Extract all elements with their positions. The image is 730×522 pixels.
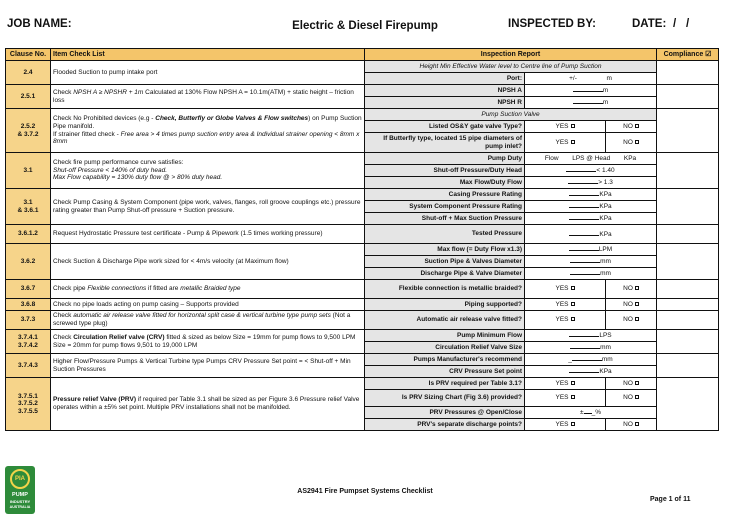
check-item <box>51 153 365 189</box>
answer-value: < 1.40 <box>596 167 615 175</box>
clause-number: 3.6.2 <box>6 244 51 280</box>
no-option[interactable] <box>606 419 657 431</box>
clause-number: 3.1 & 3.6.1 <box>6 189 51 225</box>
yes-option[interactable] <box>525 419 606 431</box>
yes-option[interactable] <box>525 133 606 153</box>
report-question: Max flow (= Duty Flow x1.3) <box>365 244 525 256</box>
clause-number: 3.1 <box>6 153 51 189</box>
date-label: DATE: <box>632 18 667 30</box>
no-label: NO <box>623 394 633 402</box>
answer-unit: mm <box>601 356 613 364</box>
check-item <box>51 109 365 153</box>
item-text: metallic Braided type <box>180 285 241 293</box>
report-answer[interactable] <box>525 213 657 225</box>
compliance-cell[interactable] <box>657 244 719 280</box>
yes-label: YES <box>555 285 569 293</box>
no-option[interactable] <box>606 311 657 330</box>
report-question: Is PRV Sizing Chart (Fig 3.6) provided? <box>365 390 525 407</box>
checkbox-icon[interactable] <box>571 395 575 399</box>
answer-unit: KPa <box>599 203 612 211</box>
report-question: Circulation Relief Valve Size <box>365 342 525 354</box>
report-question: NPSH A <box>365 85 525 97</box>
inspected-by-label: INSPECTED BY: <box>508 18 596 30</box>
no-option[interactable] <box>606 121 657 133</box>
report-question: Flexible connection is metallic braided? <box>365 280 525 299</box>
logo-text: PUMP <box>12 492 28 498</box>
compliance-cell[interactable] <box>657 153 719 189</box>
answer-unit: m <box>606 74 612 82</box>
report-answer[interactable] <box>525 366 657 378</box>
item-text: Circulation Relief valve (CRV) <box>73 333 165 341</box>
table-row <box>6 225 719 244</box>
compliance-cell[interactable] <box>657 311 719 330</box>
report-question: Suction Pipe & Valves Diameter <box>365 256 525 268</box>
item-text: if required per Table 3.1 shall be sized as per Figure 3.6 Pressure relief Valve operates within a ±5% set point. Multiple PRV installations shall not be manifolded. <box>53 396 360 411</box>
checkbox-icon[interactable] <box>571 422 575 426</box>
compliance-cell[interactable] <box>657 225 719 244</box>
table-row <box>6 189 719 201</box>
yes-label: YES <box>555 138 569 146</box>
answer-unit: LPS <box>599 332 612 340</box>
report-answer[interactable] <box>525 330 657 342</box>
clause-number: 3.6.1.2 <box>6 225 51 244</box>
item-text: Check No Prohibited devices (e.g - <box>53 115 156 123</box>
report-answer[interactable] <box>525 85 657 97</box>
date-separator: / <box>686 18 690 30</box>
yes-label: YES <box>555 122 569 130</box>
answer-unit: KPa <box>599 230 612 238</box>
report-question: Tested Pressure <box>365 225 525 244</box>
item-text: Shut-off Pressure < 140% of duty head. <box>53 166 168 174</box>
report-subheading: Height Min Effective Water level to Centre line of Pump Suction <box>365 61 657 73</box>
table-row <box>6 61 719 73</box>
job-name-label: JOB NAME: <box>7 18 72 30</box>
clause-number: 3.7.5.1 3.7.5.2 3.7.5.5 <box>6 378 51 431</box>
checkbox-icon[interactable] <box>635 286 639 290</box>
no-label: NO <box>623 379 633 387</box>
checkbox-icon[interactable] <box>571 302 575 306</box>
report-question: Casing Pressure Rating <box>365 189 525 201</box>
no-label: NO <box>623 122 633 130</box>
check-item: Request Hydrostatic Pressure test certificate - Pump & Pipework (1.5 times working pressure) <box>51 225 365 244</box>
report-answer[interactable] <box>525 268 657 280</box>
check-item <box>51 330 365 354</box>
document-title: Electric & Diesel Firepump <box>292 20 438 32</box>
table-row <box>6 280 719 299</box>
report-answer[interactable] <box>525 97 657 109</box>
no-option[interactable] <box>606 390 657 407</box>
yes-option[interactable] <box>525 378 606 390</box>
logo-text: PIA <box>14 476 25 482</box>
item-text: Check <box>53 88 74 96</box>
answer-unit: Flow <box>544 154 559 162</box>
table-row <box>6 354 719 366</box>
answer-unit: mm <box>600 258 611 266</box>
report-question: CRV Pressure Set point <box>365 366 525 378</box>
col-compliance-header: Compliance ☑ <box>657 49 719 61</box>
footer-title: AS2941 Fire Pumpset Systems Checklist <box>297 488 433 495</box>
yes-label: YES <box>555 420 569 428</box>
no-option[interactable] <box>606 299 657 311</box>
checkbox-icon[interactable] <box>571 286 575 290</box>
answer-unit: m <box>602 87 609 95</box>
yes-label: YES <box>555 379 569 387</box>
no-option[interactable] <box>606 280 657 299</box>
date-separator: / <box>673 18 677 30</box>
page-footer <box>0 462 730 522</box>
answer-unit: KPa <box>599 191 612 199</box>
table-row <box>6 299 719 311</box>
clause-number: 2.5.1 <box>6 85 51 109</box>
item-text: Max Flow capability = 130% duty flow @ > 80% duty head. <box>53 174 223 182</box>
logo-text: INDUSTRY <box>9 499 31 504</box>
check-item <box>51 85 365 109</box>
answer-unit: m <box>602 99 609 107</box>
checklist-table <box>5 48 719 431</box>
table-row <box>6 378 719 390</box>
answer-unit: LPM <box>598 246 613 254</box>
checkbox-icon[interactable] <box>635 317 639 321</box>
item-text: Calculated at 130% Flow NPSH A = 10.1m(ATM) + static height – friction loss <box>53 88 354 104</box>
report-answer[interactable] <box>525 189 657 201</box>
check-item: Check no pipe loads acting on pump casing – Supports provided <box>51 299 365 311</box>
compliance-cell[interactable] <box>657 109 719 153</box>
answer-value: _ <box>591 409 596 417</box>
no-label: NO <box>623 138 633 146</box>
answer-unit: KPa <box>623 154 637 162</box>
item-text: Check, Butterfly or Globe Valves & Flow switches <box>155 115 309 123</box>
answer-unit: mm <box>600 270 611 278</box>
item-text: Check <box>53 312 74 320</box>
col-report-header: Inspection Report <box>365 49 657 61</box>
report-answer[interactable] <box>525 73 657 85</box>
yes-label: YES <box>555 300 569 308</box>
yes-option[interactable] <box>525 280 606 299</box>
clause-number: 2.5.2 & 3.7.2 <box>6 109 51 153</box>
table-row <box>6 153 719 165</box>
pump-industry-logo <box>5 466 35 514</box>
no-label: NO <box>623 420 633 428</box>
answer-unit: % <box>595 409 601 417</box>
checkbox-icon[interactable] <box>635 395 639 399</box>
item-text: NPSH A ≥ NPSHR + 1m <box>73 88 144 96</box>
table-row <box>6 330 719 342</box>
compliance-cell[interactable] <box>657 61 719 85</box>
checkbox-icon[interactable] <box>571 381 575 385</box>
check-item <box>51 280 365 299</box>
table-header-row <box>6 49 719 61</box>
col-item-header: Item Check List <box>51 49 365 61</box>
report-answer[interactable] <box>525 407 657 419</box>
table-row <box>6 85 719 97</box>
item-text: fitted & sized as below Size = 19mm for pump flows to 9,500 LPM <box>164 333 356 341</box>
item-text: Flexible connections <box>87 285 147 293</box>
compliance-cell[interactable] <box>657 378 719 431</box>
table-row <box>6 311 719 330</box>
report-question: If Butterfly type, located 15 pipe diameters of pump inlet? <box>365 133 525 153</box>
report-question: Piping supported? <box>365 299 525 311</box>
clause-number: 3.7.3 <box>6 311 51 330</box>
answer-unit: KPa <box>599 368 612 376</box>
report-question: PRV Pressures @ Open/Close <box>365 407 525 419</box>
report-question: Discharge Pipe & Valve Diameter <box>365 268 525 280</box>
logo-text: AUSTRALIA <box>9 505 31 509</box>
report-answer[interactable] <box>525 177 657 189</box>
answer-value: _ <box>568 356 572 364</box>
item-text: ) on Pump Suction Pipe manifold. <box>53 115 362 130</box>
report-answer[interactable] <box>525 153 657 165</box>
item-text: Size = 20mm for pump flows 9,501 to 19,000 LPM <box>53 341 198 349</box>
clause-number: 2.4 <box>6 61 51 85</box>
report-answer[interactable] <box>525 342 657 354</box>
compliance-cell[interactable] <box>657 299 719 311</box>
report-question: Automatic air release valve fitted? <box>365 311 525 330</box>
answer-unit: mm <box>600 344 611 352</box>
yes-option[interactable] <box>525 390 606 407</box>
answer-unit: LPS @ Head <box>572 154 611 162</box>
compliance-cell[interactable] <box>657 354 719 378</box>
report-answer[interactable] <box>525 225 657 244</box>
report-question: Listed OS&Y gate valve Type? <box>365 121 525 133</box>
compliance-cell[interactable] <box>657 280 719 299</box>
report-question: Pump Duty <box>365 153 525 165</box>
item-text: Check pipe <box>53 285 88 293</box>
report-question: Max Flow/Duty Flow <box>365 177 525 189</box>
no-label: NO <box>623 300 633 308</box>
compliance-cell[interactable] <box>657 189 719 225</box>
check-item <box>51 378 365 431</box>
report-answer[interactable] <box>525 256 657 268</box>
report-answer[interactable] <box>525 201 657 213</box>
answer-value: ± <box>580 409 584 417</box>
answer-prefix: +/- <box>569 74 577 82</box>
report-question: System Component Pressure Rating <box>365 201 525 213</box>
check-item: Check Pump Casing & System Component (pipe work, valves, flanges, roll groove couplings etc.) pressure rating greater than Pump Shut-off pressure + Suction pressure. <box>51 189 365 225</box>
item-text: Pressure relief Valve (PRV) <box>53 396 136 404</box>
page-header <box>0 0 730 48</box>
no-label: NO <box>623 316 633 324</box>
item-text: (Not a screwed type plug) <box>53 312 351 327</box>
report-question: Port: <box>365 73 525 85</box>
yes-option[interactable] <box>525 299 606 311</box>
checkbox-icon[interactable] <box>571 140 575 144</box>
clause-number: 3.7.4.1 3.7.4.2 <box>6 330 51 354</box>
checkbox-icon[interactable] <box>571 124 575 128</box>
clause-number: 3.7.4.3 <box>6 354 51 378</box>
answer-value: > 1.3 <box>598 179 613 187</box>
checkbox-icon[interactable] <box>635 140 639 144</box>
check-item: Flooded Suction to pump intake port <box>51 61 365 85</box>
report-answer[interactable] <box>525 165 657 177</box>
item-text: If strainer fitted check - <box>53 130 121 138</box>
item-text: Check <box>53 333 74 341</box>
table-row <box>6 244 719 256</box>
no-label: NO <box>623 285 633 293</box>
checkbox-icon[interactable] <box>635 302 639 306</box>
checkbox-icon[interactable] <box>571 317 575 321</box>
report-question: Pumps Manufacturer's recommend <box>365 354 525 366</box>
report-question: PRV's separate discharge points? <box>365 419 525 431</box>
col-clause-header: Clause No. <box>6 49 51 61</box>
report-question: Shut-off Pressure/Duty Head <box>365 165 525 177</box>
checkbox-icon[interactable] <box>635 381 639 385</box>
check-item <box>51 311 365 330</box>
report-subheading: Pump Suction Valve <box>365 109 657 121</box>
checkbox-icon[interactable] <box>635 422 639 426</box>
no-option[interactable] <box>606 133 657 153</box>
page-number: Page 1 of 11 <box>650 496 691 503</box>
report-question: Shut-off + Max Suction Pressure <box>365 213 525 225</box>
compliance-cell[interactable] <box>657 330 719 354</box>
item-text: Check fire pump performance curve satisfies: <box>53 159 184 167</box>
compliance-cell[interactable] <box>657 85 719 109</box>
report-answer[interactable] <box>525 354 657 366</box>
clause-number: 3.6.7 <box>6 280 51 299</box>
report-answer[interactable] <box>525 244 657 256</box>
report-question: Is PRV required per Table 3.1? <box>365 378 525 390</box>
report-question: Pump Minimum Flow <box>365 330 525 342</box>
clause-number: 3.6.8 <box>6 299 51 311</box>
report-question: NPSH R <box>365 97 525 109</box>
table-row <box>6 109 719 121</box>
item-text: if fitted are <box>146 285 181 293</box>
item-text: automatic air release valve fitted for horizontal split case & vertical turbine type pump sets <box>73 312 331 320</box>
yes-option[interactable] <box>525 121 606 133</box>
checkbox-icon[interactable] <box>635 124 639 128</box>
no-option[interactable] <box>606 378 657 390</box>
yes-label: YES <box>555 394 569 402</box>
check-item: Higher Flow/Pressure Pumps & Vertical Turbine type Pumps CRV Pressure Set point = < Shut-off + Min Suction Pressures <box>51 354 365 378</box>
check-item: Check Suction & Discharge Pipe work sized for < 4m/s velocity (at Maximum flow) <box>51 244 365 280</box>
yes-label: YES <box>555 316 569 324</box>
answer-unit: KPa <box>599 215 612 223</box>
yes-option[interactable] <box>525 311 606 330</box>
item-text: Free area > 4 times pump suction entry area & Individual strainer opening < 8mm x 8mm <box>53 130 360 146</box>
